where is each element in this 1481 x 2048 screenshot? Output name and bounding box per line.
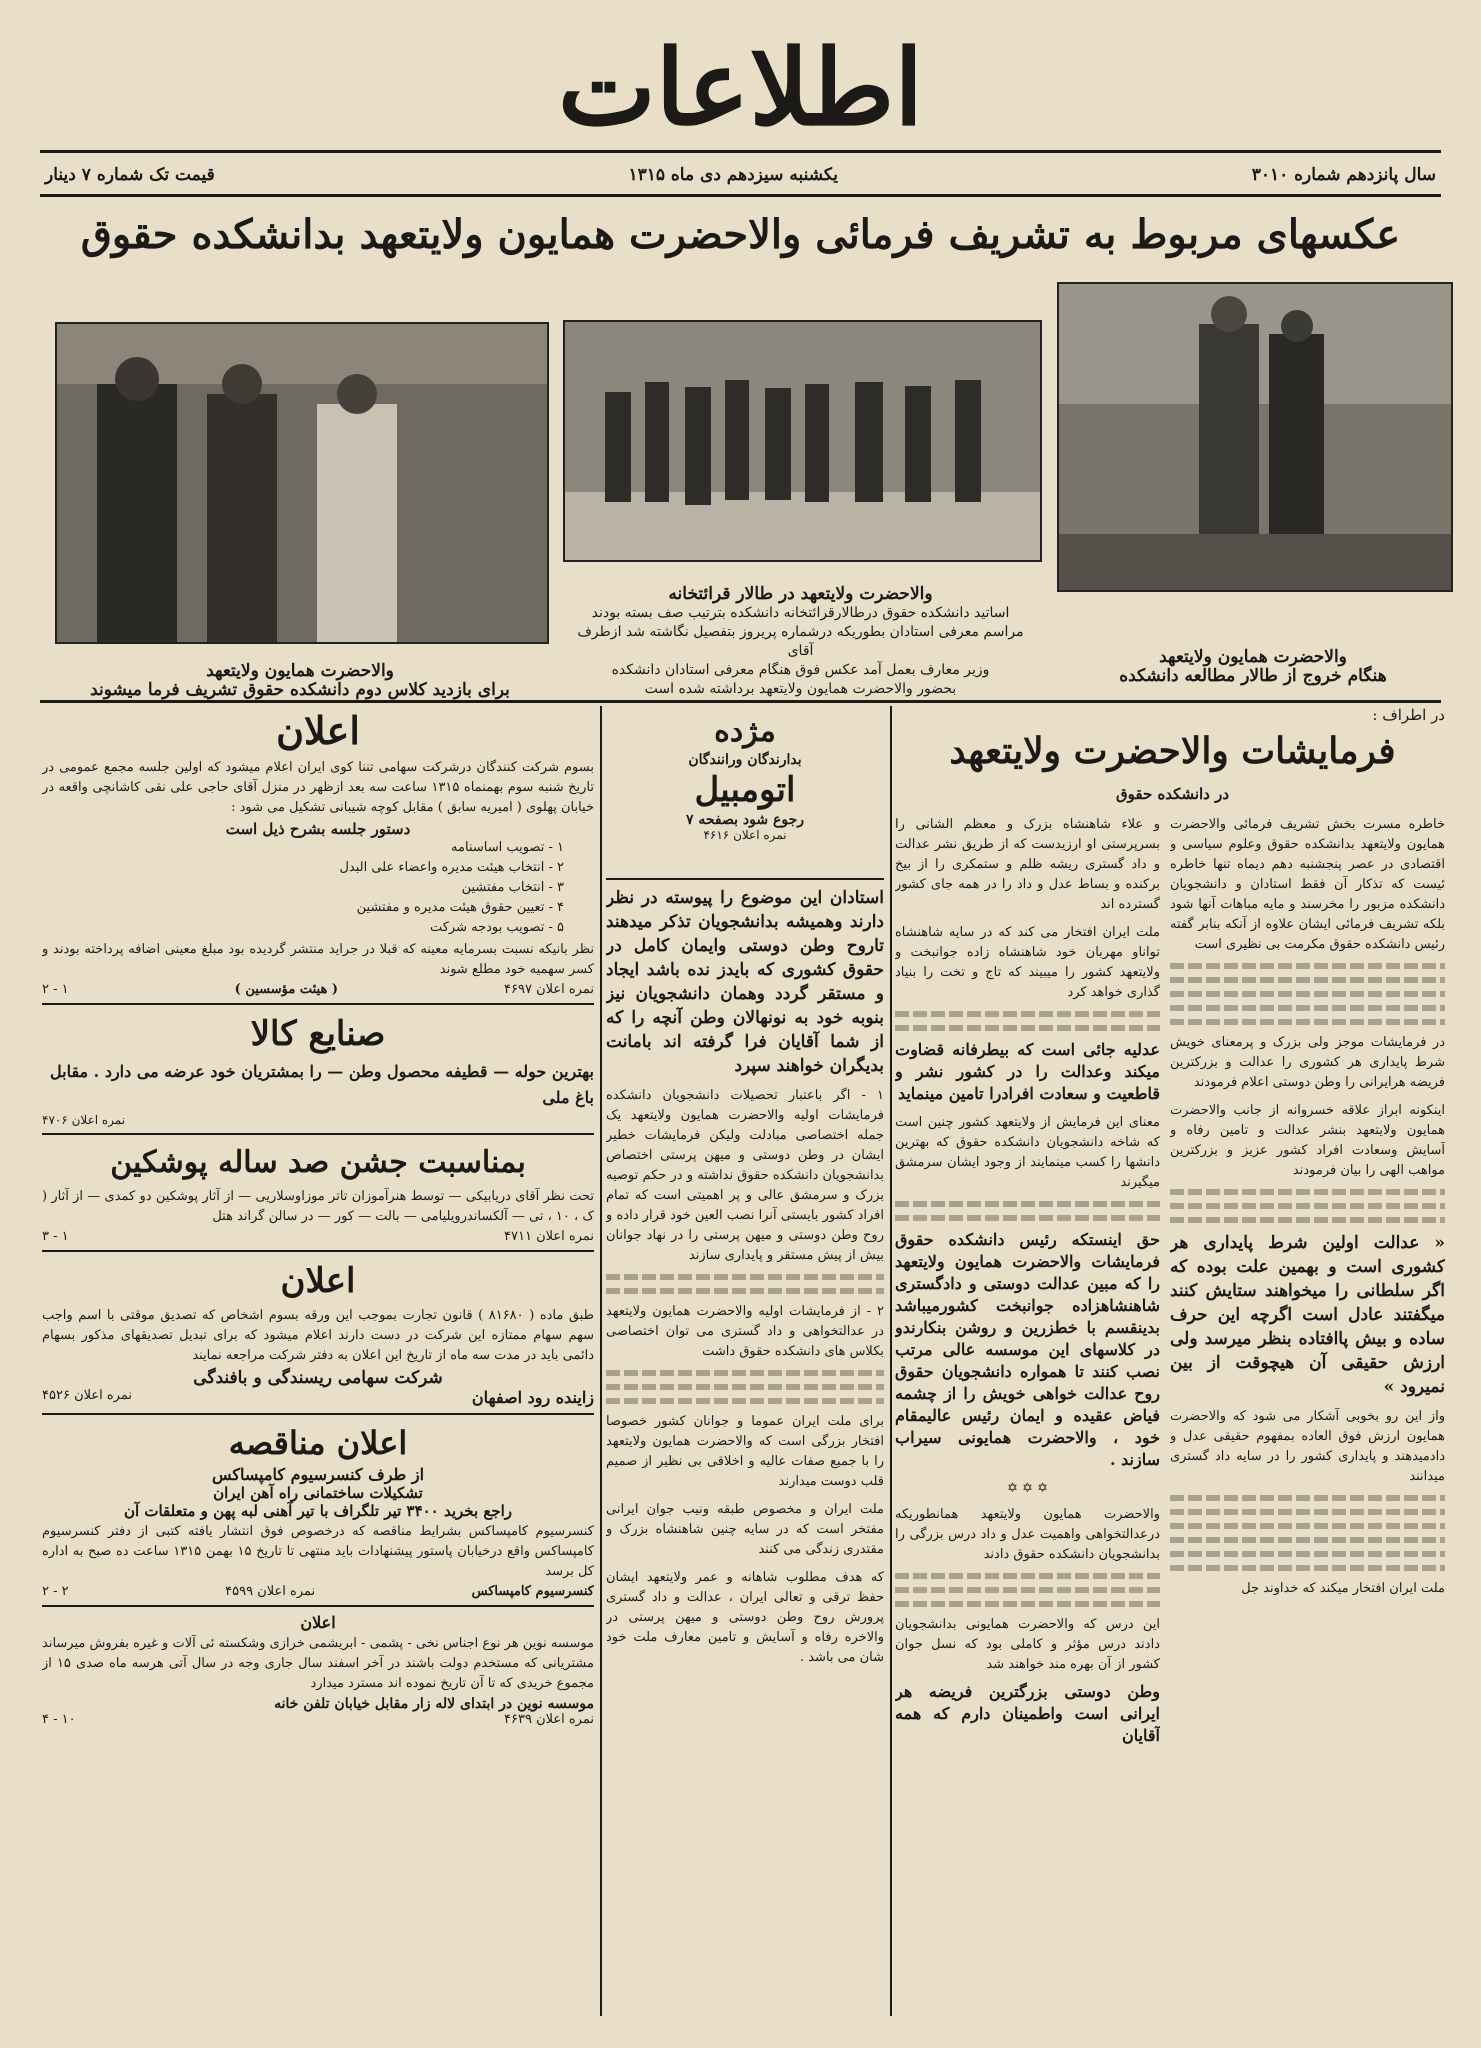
promo-title: مژده	[714, 714, 776, 749]
caption-middle-line2: اساتید دانشکده حقوق درطالارقرائتخانه دانشکده بترتیب صف بسته بودند	[591, 605, 1010, 621]
masthead-title: اطلاعات	[557, 26, 924, 149]
ad1-no: نمره اعلان ۴۶۹۷	[504, 982, 594, 997]
promo-ref: رجوع شود بصفحه ۷	[685, 812, 804, 828]
caption-middle-line3: مراسم معرفی استادان بطوریکه درشماره پریروز بتفصیل نگاشته شد ازطرف آقای	[577, 624, 1024, 659]
ad5-item: راجع بخرید ۳۴۰۰ تیر تلگراف با تیر آهنی لبه پهن و متعلقات آن	[123, 1502, 513, 1520]
mr-bold2: حق اینستکه رئیس دانشکده حقوق فرمایشات والاحضرت همایون ولایتعهد را که مبین عدالت دوستی و دادگستری شاهنشاهزاده جوانبخت کشورمیباشد بدینقسم با خطزرین و روشن بنکارندو در کلاسهای این موسسه عالی مرتب نصب کنند تا همواره دانشجویان حقوق روح عدالت خواهی خویش را از چشمه فیاض عقیده و ایمان رئیس عالیمقام خود ، والاحضرت همایونی سیراب سازند .	[895, 1230, 1160, 1469]
text-filler	[1170, 1019, 1445, 1025]
ad5-from: از طرف کنسرسیوم کامپساکس	[211, 1465, 425, 1484]
ad6-footer	[42, 1712, 594, 1727]
ad1-item: ۲ - انتخاب هیئت مدیره واعضاء علی البدل	[339, 860, 564, 875]
ad3-seq: ۱ - ۳	[42, 1229, 69, 1244]
ad4-place: زاینده رود اصفهان	[471, 1388, 594, 1407]
ad-rule	[42, 1133, 594, 1135]
text-filler	[606, 1370, 884, 1376]
promo-sub: بدارندگان ورانندگان	[688, 752, 802, 768]
issue-date: یکشنبه سیزدهم دی ماه ۱۳۱۵	[628, 165, 838, 185]
ad6-seq: ۱۰ - ۴	[42, 1712, 76, 1727]
mid-p1: ۱ - اگر باعتبار تحصیلات دانشجویان دانشکده فرمایشات اولیه والاحضرت همایون ولایتعهد یک جمله اختصاصی مبادلت ولیکن فرمایشات خطیر ایشان در وطن دوستی و میهن پرستی اختصاص بدانشجویان دانشکده حقوق نداشته و در حکم توصیه بزرک و سرمشق عالی و پر اهمیتی است که تمام افراد کشور بایستی آنرا نصب العین خود قرار داده و روح وطن دوستی و میهن پرستی را در نهاد جوانان بیش از پیش مستقر و پایداری سازند	[606, 1088, 884, 1263]
text-filler	[606, 1398, 884, 1404]
ad5-footer	[42, 1584, 594, 1599]
ad2-title: صنایع کالا	[250, 1014, 386, 1054]
mid-p3: برای ملت ایران عموما و جوانان کشور خصوصا افتخار بزرگی است که والاحضرت همایون ولایتعهد را با جمیع صفات عالیه و اخلاقی بی نظیر از صمیم قلب دوست میدارند	[606, 1414, 884, 1489]
ad3-no: نمره اعلان ۴۷۱۱	[504, 1229, 594, 1244]
text-filler	[895, 1587, 1160, 1593]
ad5-org: تشکیلات ساختمانی راه آهن ایران	[213, 1484, 423, 1502]
caption-left	[55, 662, 545, 700]
issue-price: قیمت تک شماره ۷ دینار	[45, 165, 215, 185]
ad4-title: اعلان	[280, 1261, 356, 1301]
ad1-p1: بسوم شرکت کنندگان درشرکت سهامی تننا کوی ایران اعلام میشود که اولین جلسه مجمع عمومی در تاریخ شنبه سوم بهمنماه ۱۳۱۵ ساعت سه بعد ازظهر در منزل آقای حاجی علی نقی کاشانچی واقعه در خیابان پهلوی ( امیریه سابق ) مقابل کوچه شیبانی تشکیل می شود :	[42, 760, 594, 815]
text-filler	[1170, 1537, 1445, 1543]
ad1-sign: ( هیئت مؤسسین )	[234, 982, 338, 997]
ad4-company: شرکت سهامی ریسندگی و بافندگی	[193, 1368, 443, 1388]
caption-middle	[563, 585, 1038, 699]
caption-left-title: والاحضرت همایون ولایتعهد	[206, 661, 394, 681]
col-rule-1	[890, 706, 892, 2016]
right-title: فرمایشات والاحضرت ولایتعهد	[949, 730, 1396, 772]
caption-middle-line4: وزیر معارف بعمل آمد عکس فوق هنگام معرفی استادان دانشکده	[611, 662, 990, 678]
ad-rule	[42, 1413, 594, 1415]
ad1-footer	[42, 982, 594, 997]
middle-column	[606, 886, 884, 2011]
star-divider: ✡ ✡ ✡	[1007, 1481, 1048, 1496]
mr-bold3: وطن دوستی بزرگترین فریضه هر ایرانی است واطمینان دارم که همه آقایان	[895, 1682, 1160, 1745]
ad1-item: ۱ - تصویب اساسنامه	[451, 840, 564, 855]
text-filler	[1170, 1203, 1445, 1209]
info-bar	[45, 160, 1436, 190]
ad3-footer	[42, 1229, 594, 1244]
promo-rule	[606, 878, 884, 880]
caption-left-subtitle: برای بازدید کلاس دوم دانشکده حقوق تشریف فرما میشوند	[90, 680, 510, 700]
text-filler	[1170, 1509, 1445, 1515]
infobar-rule	[40, 194, 1441, 197]
text-filler	[1170, 991, 1445, 997]
ad-rule	[42, 1250, 594, 1252]
ad1-item: ۴ - تعیین حقوق هیئت مدیره و مفتشین	[356, 900, 564, 915]
mr-bold1: عدلیه جائی است که بیطرفانه قضاوت میکند وعدالت را در کشور نشر و قاطعیت و سعادت افرادرا تامین مینماید	[895, 1040, 1160, 1103]
text-filler	[606, 1274, 884, 1280]
masthead-rule	[40, 150, 1441, 153]
mid-bold-lead: استادان این موضوع را پیوسته در نظر دارند وهمیشه بدانشجویان تذکر میدهند تاروح وطن دوستی وایمان کامل در حقوق کشوری که بایدز نده باشد ایجاد و مستقر گردد وهمان دانشجویان نیز بنوبه خود به نونهالان وطن آنچه را که از شما آقایان فرا گرفته اند بامانت بدیگران خواهند سپرد	[606, 888, 884, 1076]
ad2-no: نمره اعلان ۴۷۰۶	[42, 1113, 126, 1127]
mr-p4: والاحضرت همایون ولایتعهد همانطوریکه درعدالتخواهی واهمیت عدل و داد درس بزرگی را بدانشجویان دانشکده حقوق دادند	[895, 1507, 1160, 1562]
ad3-body: تحت نظر آقای دریابیکی — توسط هنرآموزان تاتر موزاوسلاریی — از آثار پوشکین دو کمدی — از آثار ( ک ، ۱۰ ، تی — آلکساندرویلیامی — بالت — کور — در سالن گراند هتل	[42, 1189, 594, 1224]
text-filler	[895, 1573, 1160, 1579]
right-p5: ملت ایران افتخار میکند که خداوند جل	[1241, 1581, 1445, 1596]
text-filler	[606, 1288, 884, 1294]
ad6-no: نمره اعلان ۴۶۳۹	[504, 1712, 594, 1727]
caption-right-title: والاحضرت همایون ولایتعهد	[1159, 647, 1347, 667]
mr-p2: ملت ایران افتخار می کند که در سایه شاهنشاه تواناو مهربان خود شاهنشاه زاده جوانبخت و ولایتعهد کشور را میبیند که تاج و تخت را بنیاد گذاری خواهد کرد	[895, 925, 1160, 1000]
middle-right-subcolumn	[895, 815, 1160, 2010]
right-p1: خاطره مسرت بخش تشریف فرمائی والاحضرت همایون ولایتعهد بدانشکده حقوق وعلوم سیاسی و اقتصادی در عصر پنجشنبه دهم دیماه تنها خاطره ئیست که تذکار آن فقط استادان و دانشجویان دانشکده مزبور را مخرسند و مایه مباهات آنها شود بلکه تشریف فرمائی ایشان علاوه از آنکه بنابر گفته رئیس دانشکده حقوق مکرمت بی نظیری است	[1170, 817, 1445, 952]
ad5-sign: کنسرسیوم کامپساکس	[471, 1584, 594, 1599]
ad1-agenda-title: دستور جلسه بشرح ذیل است	[225, 820, 411, 838]
text-filler	[1170, 977, 1445, 983]
right-p4: واز این رو بخوبی آشکار می شود که والاحضرت همایون ارزش فوق العاده بمفهوم حقیقی عدل و دادمیدهند و پایداری کشور را در سایه داد گستری میدانند	[1170, 1409, 1445, 1484]
photo-right	[1057, 282, 1453, 592]
text-filler	[1170, 1551, 1445, 1557]
col-rule-2	[600, 706, 602, 2016]
ad4-body: طبق ماده ( ۸۱۶۸۰ ) قانون تجارت بموجب این ورقه بسوم اشخاص که تصدیق موقتی با اسم واجب سهم سهام ممتازه این شرکت در دست دارند اعلام میشود که برای تبدیل تصدیقهای مذکور بسهام دائمی باید در مدت سه ماه از تاریخ این اعلان به دفتر شرکت مراجعه نمایند	[42, 1308, 594, 1363]
main-headline: عکسهای مربوط به تشریف فرمائی والاحضرت همایون ولایتعهد بدانشکده حقوق	[80, 211, 1401, 258]
ads-column	[42, 706, 594, 2016]
text-filler	[1170, 1565, 1445, 1571]
ad4-footer	[42, 1388, 594, 1407]
caption-middle-line5: بحضور والاحضرت همایون ولایتعهد برداشته شده است	[644, 681, 957, 697]
right-p3: اینکونه ابراز علاقه خسروانه از جانب والاحضرت همایون ولایتعهد بنشر عدالت و تامین رفاه و آسایش وسعادت افراد کشور عزیز و بزرکترین مواهب الهی را بیان فرمودند	[1170, 1103, 1445, 1178]
promo-box	[606, 712, 884, 872]
ad1-item: ۳ - انتخاب مفتشین	[461, 880, 564, 895]
text-filler	[895, 1215, 1160, 1221]
text-filler	[895, 1201, 1160, 1207]
right-subcolumn	[1170, 815, 1445, 2005]
text-filler	[895, 1601, 1160, 1607]
photo-middle	[563, 320, 1042, 562]
mid-p5: که هدف مطلوب شاهانه و عمر ولایتعهد ایشان حفظ ترقی و تعالی ایران ، عدالت و داد گستری پرورش روح وطن دوستی و میهن پرستی در والاخره رفاه و آسایش و تامین معارف ملت خود شان می باشد .	[606, 1570, 884, 1665]
mid-p2: ۲ - از فرمایشات اولیه والاحضرت همایون ولایتعهد در عدالتخواهی و داد گستری می توان اختصاصی بکلاس های دانشکده حقوق داشت	[606, 1304, 884, 1359]
ad5-title: اعلان مناقصه	[228, 1424, 408, 1462]
right-subtitle: در دانشکده حقوق	[1115, 785, 1230, 803]
ad1-p2: نظر بانیکه نسبت بسرمایه معینه که قبلا در جراید منتشر گردیده بود مبلغ معینی اضافه پرداخته بودند و کسر سهمیه خود مطلع شوند	[42, 942, 594, 977]
caption-middle-title: والاحضرت ولایتعهد در طالار قرائتخانه	[668, 584, 933, 604]
ad5-body: کنسرسیوم کامپساکس بشرایط مناقصه که درخصوص فوق انتشار یافته کتبی از دفتر کنسرسیوم کامپساکس واقع درخیابان پاستور پیشنهادات باید منتهی تا تاریخ ۱۵ بهمن ۱۳۱۵ ساعت ده صبح به اداره کل برسد	[42, 1524, 594, 1579]
right-bold-quote: « عدالت اولین شرط پایداری هر کشوری است و بهمین علت بوده که اگر سلطانی را میخواهند ستایش کنند میگفتند عادل است اگرچه این حرف ساده و بیش پاافتاده بنظر میرسد ولی ارزش حقیقی آن هیچوقت از بین نمیرود »	[1170, 1233, 1445, 1397]
text-filler	[1170, 1217, 1445, 1223]
ad4-no: نمره اعلان ۴۵۲۶	[42, 1388, 132, 1403]
mr-p1: و علاء شاهنشاه بزرک و معظم الشانی را بسرپرستی او ارزیدست که از طریق نشر عدالت و داد گستری ریشه ظلم و ستمکری را از بیخ برکنده و بساط عدل و داد را در همه جای کشور گسترده اند	[895, 817, 1160, 912]
text-filler	[1170, 1523, 1445, 1529]
ad2-body: بهترین حوله — قطیفه محصول وطن — را بمشتریان خود عرضه می دارد . مقابل باغ ملی	[50, 1062, 594, 1107]
photos-bottom-rule	[40, 700, 1441, 703]
right-p2: در فرمایشات موجز ولی بزرک و پرمعنای خویش شرط پایداری هر کشوری را عدالت و بزرکترین فریضه هرایرانی را وطن دوستی اعلام فرمودند	[1170, 1035, 1445, 1090]
text-filler	[895, 1011, 1160, 1017]
mr-p5: این درس که والاحضرت همایونی بدانشجویان دادند درس مؤثر و کاملی بود که نسل جوان کشور از آن بهره مند خواهند شد	[895, 1617, 1160, 1672]
issue-number: سال پانزدهم شماره ۳۰۱۰	[1251, 165, 1436, 185]
mr-p3: معنای این فرمایش از ولایتعهد کشور چنین است که شاخه دانشجویان دانشکده حقوق که بهترین دانشها را کسب مینمایند از وجود ایشان سرمشق میگیرند	[895, 1115, 1160, 1190]
ad1-agenda	[42, 838, 594, 938]
ad1-seq: ۱ - ۲	[42, 982, 69, 997]
promo-main: اتومبیل	[694, 770, 796, 810]
ad5-seq: ۲ - ۲	[42, 1584, 69, 1599]
caption-right-subtitle: هنگام خروج از طالار مطالعه دانشکده	[1119, 666, 1387, 686]
ad6-address: موسسه نوین در ابتدای لاله زار مقابل خیابان تلفن خانه	[274, 1696, 594, 1712]
caption-right	[1057, 648, 1449, 686]
photo-left	[55, 322, 549, 644]
ad1-item: ۵ - تصویب بودجه شرکت	[429, 920, 564, 935]
text-filler	[1170, 1005, 1445, 1011]
text-filler	[606, 1384, 884, 1390]
ad6-title: اعلان	[300, 1613, 336, 1632]
mid-p4: ملت ایران و مخصوص طبقه ونیب جوان ایرانی مفتخر است که در سایه چنین شاهنشاه بزرک و مقتدری زندگی می کنند	[606, 1502, 884, 1557]
text-filler	[1170, 1189, 1445, 1195]
ad3-title: بمناسبت جشن صد ساله پوشکین	[110, 1145, 526, 1180]
ad-rule	[42, 1605, 594, 1607]
text-filler	[1170, 963, 1445, 969]
text-filler	[895, 1025, 1160, 1031]
ad5-no: نمره اعلان ۴۵۹۹	[225, 1584, 316, 1599]
ad6-body: موسسه نوین هر نوع اجناس نخی - پشمی - ابریشمی خرازی وشکسته ئی آلات و غیره بفروش میرساند مشتریانی که مستخدم دولت باشند در آخر اسفند سال جاری وجه در سال آتی هرسه ماه صدی ۱۵ از مجموع خریدی که تا آن تاریخ نموده اند مسترد میدارد	[42, 1636, 594, 1691]
ad-rule	[42, 1003, 594, 1005]
promo-ad-no: نمره اعلان ۴۶۱۶	[703, 828, 787, 842]
text-filler	[1170, 1495, 1445, 1501]
ad1-title: اعلان	[276, 708, 360, 753]
section-label: در اطراف :	[1372, 706, 1445, 724]
